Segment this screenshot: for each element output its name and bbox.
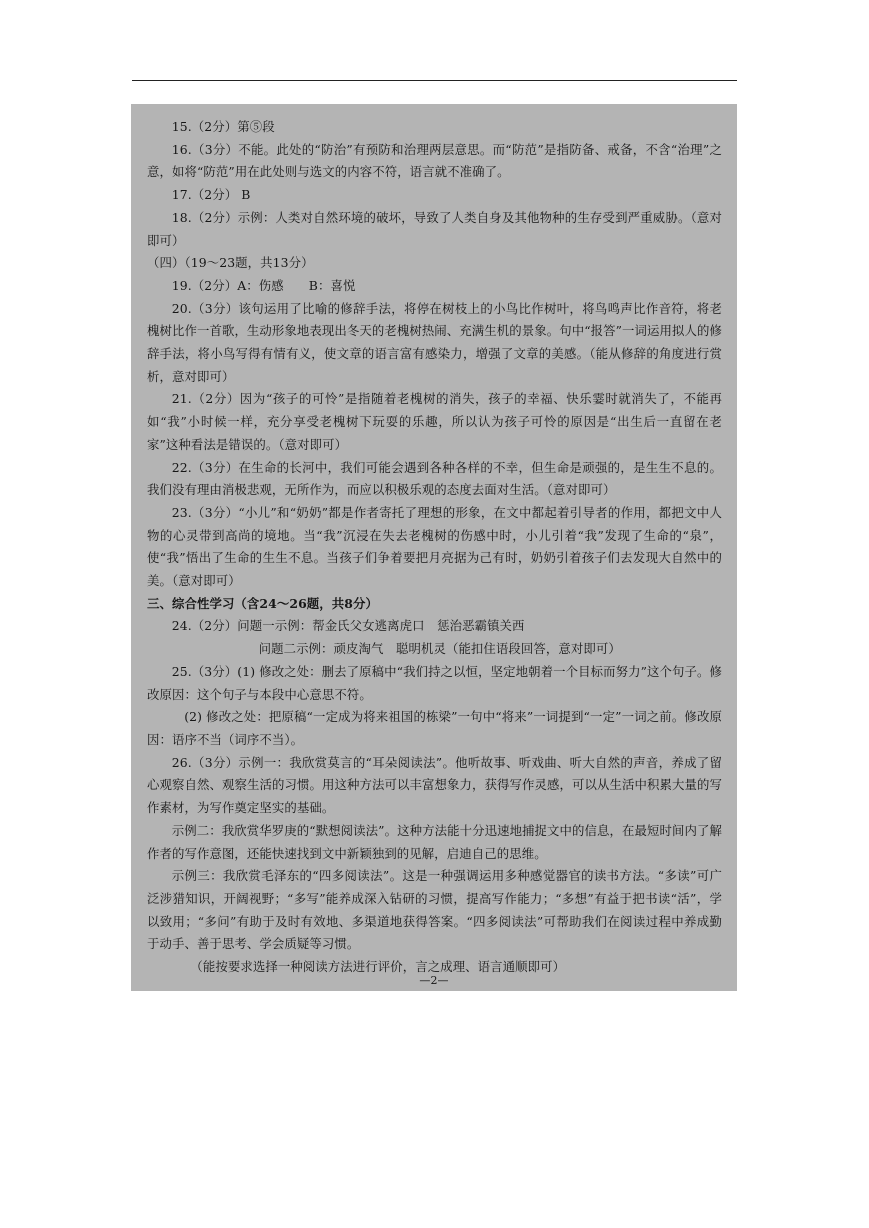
answer-24-q2: 问题二示例：顽皮淘气 聪明机灵（能扣住语段回答，意对即可） (258, 641, 621, 657)
answer-21: 21.（2分）因为“孩子的可怜”是指随着老槐树的消失，孩子的幸福、快乐霎时就消失了，不能再如“我”小时候一样，充分享受老槐树下玩耍的乐趣，所以认为孩子可怜的原因是“出生后一直留在老家”这种看法是错误的。（意对即可） (147, 391, 722, 452)
header-rule (132, 80, 737, 81)
section-4-heading: （四）（19～23题，共13分） (147, 255, 314, 271)
answer-25-part1: 25.（3分）(1) 修改之处：删去了原稿中“我们持之以恒，坚定地朝着一个目标而努力”这个句子。修改原因：这个句子与本段中心意思不符。 (147, 663, 722, 702)
answer-26-example2: 示例二：我欣赏华罗庚的“默想阅读法”。这种方法能十分迅速地捕捉文中的信息，在最短时间内了解作者的写作意图，还能快速找到文中新颖独到的见解，启迪自己的思维。 (147, 822, 722, 861)
section-3-heading: 三、综合性学习（含24～26题，共8分） (147, 595, 378, 611)
answer-25-part2: (2) 修改之处：把原稿“一定成为将来祖国的栋梁”一句中“将来”一词提到“一定”一词之前。修改原因：语序不当（词序不当）。 (147, 709, 722, 747)
page-number: —2— (419, 974, 449, 987)
scanned-answer-page (131, 104, 737, 991)
answer-24-q1: 24.（2分）问题一示例：帮金氏父女逃离虎口 惩治恶霸镇关西 (171, 618, 525, 634)
answer-26-example1: 26.（3分）示例一：我欣赏莫言的“耳朵阅读法”。他听故事、听戏曲、听大自然的声音，养成了留心观察自然、观察生活的习惯。用这种方法可以丰富想象力，获得写作灵感，可以从生活中积累大量的写作素材，为写作奠定坚实的基础。 (147, 754, 722, 816)
answer-15: 15.（2分）第⑤段 (171, 119, 275, 134)
answer-18: 18.（2分）示例：人类对自然环境的破坏，导致了人类自身及其他物种的生存受到严重威胁。（意对即可） (147, 209, 722, 248)
answer-22: 22.（3分）在生命的长河中，我们可能会遇到各种各样的不幸，但生命是顽强的，是生生不息的。我们没有理由消极悲观，无所作为，而应以积极乐观的态度去面对生活。（意对即可） (147, 459, 722, 498)
answer-23: 23.（3分）“小儿”和“奶奶”都是作者寄托了理想的形象，在文中都起着引导者的作用，都把文中人物的心灵带到高尚的境地。当“我”沉浸在失去老槐树的伤感中时，小儿引着“我”发现了生命的“泉”，使“我”悟出了生命的生生不息。当孩子们争着要把月亮据为己有时，奶奶引着孩子们去发现大自然中的美。（意对即可） (147, 504, 722, 589)
answer-26-example3: 示例三：我欣赏毛泽东的“四多阅读法”。这是一种强调运用多种感觉器官的读书方法。“多读”可广泛涉猎知识，开阔视野；“多写”能养成深入钻研的习惯，提高写作能力；“多想”有益于把书读“活”，学以致用；“多问”有助于及时有效地、多渠道地获得答案。“四多阅读法”可帮助我们在阅读过程中养成勤于动手、善于思考、学会质疑等习惯。 (147, 868, 722, 952)
answer-19: 19.（2分）A：伤感 B：喜悦 (171, 277, 356, 293)
answer-26-note: （能按要求选择一种阅读方法进行评价，言之成理、语言通顺即可） (190, 959, 566, 975)
answer-20: 20.（3分）该句运用了比喻的修辞手法，将停在树枝上的小鸟比作树叶，将鸟鸣声比作音符，将老槐树比作一首歌，生动形象地表现出冬天的老槐树热闹、充满生机的景象。句中“报答”一词运用拟人的修辞手法，将小鸟写得有情有义，使文章的语言富有感染力，增强了文章的美感。（能从修辞的角度进行赏析，意对即可） (147, 300, 722, 384)
answer-16: 16.（3分）不能。此处的“防治”有预防和治理两层意思。而“防范”是指防备、戒备，不含“治理”之意，如将“防范”用在此处则与选文的内容不符，语言就不准确了。 (147, 141, 722, 180)
answer-17: 17.（2分） B (171, 187, 251, 203)
